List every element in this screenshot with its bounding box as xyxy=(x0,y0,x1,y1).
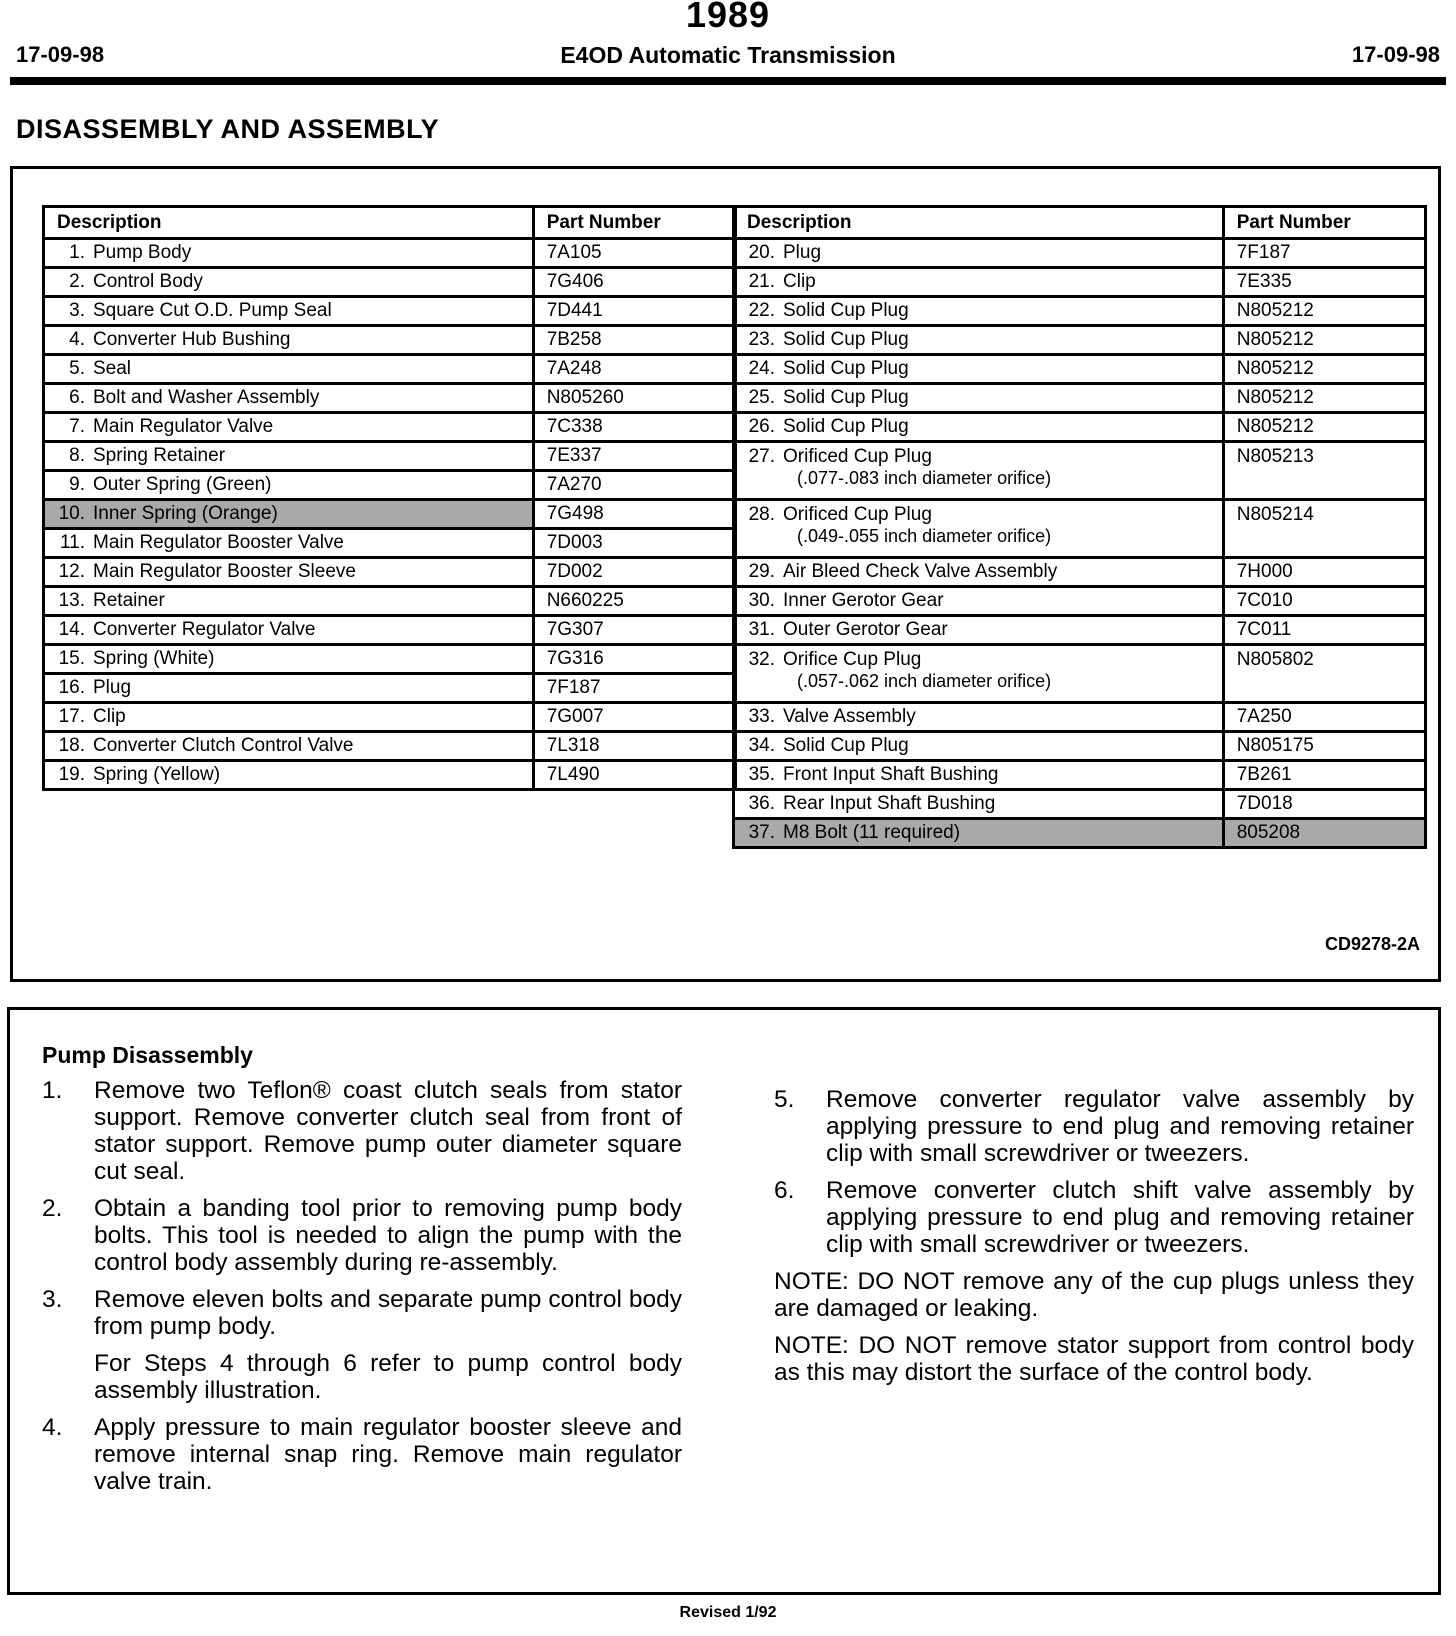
part-description-cell xyxy=(44,558,534,587)
page-year: 1989 xyxy=(685,0,771,35)
part-number-cell: 7A250 xyxy=(1223,703,1425,732)
part-number-cell: 7G007 xyxy=(533,703,735,732)
item-number: 18. xyxy=(58,735,85,756)
item-number: 35. xyxy=(748,764,775,785)
step-item xyxy=(42,1077,682,1185)
part-number-cell: N660225 xyxy=(533,587,735,616)
table-row xyxy=(734,790,1426,819)
table-row xyxy=(44,587,736,616)
part-number-cell: 7A270 xyxy=(533,471,735,500)
part-description-cell xyxy=(734,442,1224,500)
part-description-cell xyxy=(44,500,534,529)
part-description-cell xyxy=(44,413,534,442)
part-number-cell: N805175 xyxy=(1223,732,1425,761)
step-text: Apply pressure to main regulator booster sleeve and remove internal snap ring. Remove main regulator valve train. xyxy=(94,1414,682,1495)
part-number-cell: 7G307 xyxy=(533,616,735,645)
part-number-cell: 7A248 xyxy=(533,355,735,384)
part-description: Air Bleed Check Valve Assembly xyxy=(783,561,1058,582)
part-description-cell xyxy=(734,587,1224,616)
part-description: M8 Bolt (11 required) xyxy=(783,822,961,843)
item-number: 32. xyxy=(748,649,775,670)
table-row xyxy=(44,645,736,674)
item-number: 4. xyxy=(69,329,85,350)
table-row xyxy=(44,761,736,790)
step-text: Remove converter regulator valve assembly by applying pressure to end plug and removing retainer clip with small screwdriver or tweezers. xyxy=(826,1086,1414,1167)
note-stator-support: NOTE: DO NOT remove stator support from control body as this may distort the surface of the control body. xyxy=(774,1332,1414,1386)
table-row xyxy=(734,297,1426,326)
part-description: Converter Regulator Valve xyxy=(93,619,316,640)
part-description-cell xyxy=(734,616,1224,645)
part-description-cell xyxy=(44,326,534,355)
item-number: 9. xyxy=(69,474,85,495)
part-description: Square Cut O.D. Pump Seal xyxy=(93,300,332,321)
table-row xyxy=(44,471,736,500)
pump-disassembly-box xyxy=(7,1007,1441,1595)
parts-figure xyxy=(10,166,1441,982)
table-row xyxy=(44,703,736,732)
part-number-cell: N805212 xyxy=(1223,384,1425,413)
table-row xyxy=(44,413,736,442)
part-description: Plug xyxy=(93,677,132,698)
part-number-cell: 7E337 xyxy=(533,442,735,471)
part-number-cell: 7H000 xyxy=(1223,558,1425,587)
part-number-cell: 7F187 xyxy=(533,674,735,703)
item-number: 16. xyxy=(58,677,85,698)
part-description-cell xyxy=(44,268,534,297)
item-number: 26. xyxy=(748,416,775,437)
part-number-cell: N805802 xyxy=(1223,645,1425,703)
table-row xyxy=(44,268,736,297)
part-number-cell: 7E335 xyxy=(1223,268,1425,297)
step-number: 1. xyxy=(42,1077,63,1104)
table-row xyxy=(734,819,1426,848)
item-number: 36. xyxy=(748,793,775,814)
item-number: 7. xyxy=(69,416,85,437)
part-description-cell xyxy=(734,297,1224,326)
item-number: 6. xyxy=(69,387,85,408)
table-row xyxy=(44,384,736,413)
part-description-cell xyxy=(44,645,534,674)
part-description: Outer Gerotor Gear xyxy=(783,619,948,640)
part-description: Spring (White) xyxy=(93,648,215,669)
header-title: E4OD Automatic Transmission xyxy=(560,42,896,68)
part-description-cell xyxy=(734,732,1224,761)
table-row xyxy=(44,239,736,268)
part-description-cell xyxy=(44,587,534,616)
column-header-description: Description xyxy=(734,207,1224,239)
header-date-left: 17-09-98 xyxy=(16,42,105,67)
part-description-cell xyxy=(44,703,534,732)
step-item xyxy=(42,1195,682,1276)
part-number-cell: 7G316 xyxy=(533,645,735,674)
part-description-cell xyxy=(734,703,1224,732)
part-description-cell xyxy=(44,355,534,384)
part-number-cell: N805214 xyxy=(1223,500,1425,558)
part-description-cell xyxy=(44,529,534,558)
note-cup-plugs: NOTE: DO NOT remove any of the cup plugs unless they are damaged or leaking. xyxy=(774,1268,1414,1322)
part-number-cell: 7C011 xyxy=(1223,616,1425,645)
step-number: 2. xyxy=(42,1195,63,1222)
column-header-part-number: Part Number xyxy=(533,207,735,239)
item-number: 23. xyxy=(748,329,775,350)
item-number: 13. xyxy=(58,590,85,611)
table-header-row xyxy=(734,207,1426,239)
part-description: Main Regulator Booster Valve xyxy=(93,532,344,553)
part-description: Orificed Cup Plug xyxy=(783,504,932,525)
part-description: Rear Input Shaft Bushing xyxy=(783,793,996,814)
table-row xyxy=(734,355,1426,384)
parts-table-right xyxy=(732,205,1427,849)
table-row xyxy=(734,442,1426,500)
item-number: 31. xyxy=(748,619,775,640)
part-number-cell: 7D003 xyxy=(533,529,735,558)
part-description-cell xyxy=(734,819,1224,848)
item-number: 12. xyxy=(58,561,85,582)
parts-table-left xyxy=(42,205,737,791)
part-description-cell xyxy=(734,500,1224,558)
part-number-cell: 7L318 xyxy=(533,732,735,761)
item-number: 5. xyxy=(69,358,85,379)
part-description: Seal xyxy=(93,358,132,379)
header-date-right: 17-09-98 xyxy=(1351,42,1440,67)
part-description: Solid Cup Plug xyxy=(783,300,909,321)
table-row xyxy=(734,587,1426,616)
part-description-cell xyxy=(734,355,1224,384)
step-item xyxy=(42,1414,682,1495)
part-number-cell: N805212 xyxy=(1223,297,1425,326)
part-description-cell xyxy=(734,326,1224,355)
item-number: 11. xyxy=(59,532,85,553)
table-row xyxy=(44,558,736,587)
item-number: 8. xyxy=(69,445,85,466)
part-description: Spring (Yellow) xyxy=(93,764,221,785)
item-number: 1. xyxy=(69,242,85,263)
part-description: Solid Cup Plug xyxy=(783,358,909,379)
item-number: 10. xyxy=(58,503,85,524)
item-number: 22. xyxy=(748,300,775,321)
part-description: Main Regulator Booster Sleeve xyxy=(93,561,356,582)
part-description-cell xyxy=(44,442,534,471)
part-number-cell: 7C010 xyxy=(1223,587,1425,616)
part-description-cell xyxy=(44,297,534,326)
step-number: 6. xyxy=(774,1177,795,1204)
item-number: 17. xyxy=(58,706,85,727)
part-description-cell xyxy=(44,732,534,761)
item-number: 30. xyxy=(748,590,775,611)
table-row xyxy=(44,529,736,558)
reference-note: For Steps 4 through 6 refer to pump control body assembly illustration. xyxy=(94,1350,682,1404)
part-number-cell: 7B261 xyxy=(1223,761,1425,790)
part-number-cell: 7G406 xyxy=(533,268,735,297)
item-number: 15. xyxy=(58,648,85,669)
step-item xyxy=(42,1286,682,1340)
step-item xyxy=(774,1177,1414,1258)
part-number-cell: 7B258 xyxy=(533,326,735,355)
item-number: 20. xyxy=(748,242,775,263)
column-header-description: Description xyxy=(44,207,534,239)
table-row xyxy=(44,674,736,703)
table-row xyxy=(44,442,736,471)
part-number-cell: 7C338 xyxy=(533,413,735,442)
part-description: Orificed Cup Plug xyxy=(783,446,932,467)
table-row xyxy=(734,732,1426,761)
part-description: Inner Gerotor Gear xyxy=(783,590,944,611)
part-number-cell: N805212 xyxy=(1223,355,1425,384)
part-number-cell: 7D002 xyxy=(533,558,735,587)
box-title: Pump Disassembly xyxy=(42,1042,253,1068)
table-row xyxy=(734,645,1426,703)
part-number-cell: N805260 xyxy=(533,384,735,413)
part-description-cell xyxy=(734,558,1224,587)
part-description-cell xyxy=(44,239,534,268)
part-description-cell xyxy=(44,674,534,703)
part-description: Outer Spring (Green) xyxy=(93,474,272,495)
part-description-cell xyxy=(734,239,1224,268)
step-number: 4. xyxy=(42,1414,63,1441)
item-number: 28. xyxy=(748,504,775,525)
item-number: 29. xyxy=(748,561,775,582)
item-number: 34. xyxy=(748,735,775,756)
step-number: 5. xyxy=(774,1086,795,1113)
footer-revised: Revised 1/92 xyxy=(679,1604,777,1621)
table-header-row xyxy=(44,207,736,239)
item-number: 3. xyxy=(69,300,85,321)
part-description-cell xyxy=(734,645,1224,703)
text-column-left xyxy=(42,1042,682,1505)
table-row xyxy=(44,297,736,326)
part-number-cell: 7D441 xyxy=(533,297,735,326)
item-number: 33. xyxy=(748,706,775,727)
table-row xyxy=(734,616,1426,645)
table-row xyxy=(44,500,736,529)
part-number-cell: 805208 xyxy=(1223,819,1425,848)
table-row xyxy=(734,761,1426,790)
part-description: Retainer xyxy=(93,590,165,611)
part-number-cell: 7A105 xyxy=(533,239,735,268)
part-description: Converter Hub Bushing xyxy=(93,329,291,350)
page-header xyxy=(16,42,1440,72)
table-row xyxy=(44,616,736,645)
item-number: 21. xyxy=(748,271,775,292)
table-row xyxy=(734,326,1426,355)
part-description-cell xyxy=(44,616,534,645)
part-description-cell xyxy=(44,471,534,500)
part-number-cell: 7G498 xyxy=(533,500,735,529)
part-description-cell xyxy=(44,761,534,790)
part-description-cell xyxy=(734,761,1224,790)
figure-code: CD9278-2A xyxy=(1324,934,1420,954)
step-number: 3. xyxy=(42,1286,63,1313)
part-description-cell xyxy=(734,268,1224,297)
text-column-right xyxy=(774,1086,1414,1396)
part-description: Control Body xyxy=(93,271,203,292)
part-description-cell xyxy=(44,384,534,413)
item-number: 14. xyxy=(58,619,85,640)
item-number: 2. xyxy=(69,271,85,292)
part-number-cell: 7D018 xyxy=(1223,790,1425,819)
part-description: Solid Cup Plug xyxy=(783,387,909,408)
part-description: Solid Cup Plug xyxy=(783,416,909,437)
part-number-cell: 7F187 xyxy=(1223,239,1425,268)
header-rule xyxy=(10,77,1446,85)
part-description: Main Regulator Valve xyxy=(93,416,274,437)
part-orifice-spec: (.077-.083 inch diameter orifice) xyxy=(797,468,1052,488)
part-description-cell xyxy=(734,413,1224,442)
item-number: 24. xyxy=(748,358,775,379)
table-row xyxy=(734,268,1426,297)
table-row xyxy=(44,732,736,761)
step-text: Obtain a banding tool prior to removing pump body bolts. This tool is needed to align the pump with the control body assembly during re-assembly. xyxy=(94,1195,682,1276)
part-description: Spring Retainer xyxy=(93,445,226,466)
part-description-cell xyxy=(734,384,1224,413)
table-row xyxy=(734,500,1426,558)
part-number-cell: N805212 xyxy=(1223,413,1425,442)
part-description: Inner Spring (Orange) xyxy=(93,503,278,524)
part-description: Clip xyxy=(783,271,816,292)
part-orifice-spec: (.057-.062 inch diameter orifice) xyxy=(797,671,1052,691)
part-number-cell: N805212 xyxy=(1223,326,1425,355)
part-description: Pump Body xyxy=(93,242,192,263)
part-description: Clip xyxy=(93,706,126,727)
table-row xyxy=(734,413,1426,442)
step-text: Remove converter clutch shift valve assembly by applying pressure to end plug and removing retainer clip with small screwdriver or tweezers. xyxy=(826,1177,1414,1258)
item-number: 27. xyxy=(748,446,775,467)
part-description: Bolt and Washer Assembly xyxy=(93,387,320,408)
part-description-cell xyxy=(734,790,1224,819)
part-description: Front Input Shaft Bushing xyxy=(783,764,999,785)
part-description: Orifice Cup Plug xyxy=(783,649,922,670)
part-number-cell: N805213 xyxy=(1223,442,1425,500)
table-row xyxy=(734,703,1426,732)
part-description: Solid Cup Plug xyxy=(783,735,909,756)
table-row xyxy=(44,355,736,384)
table-row xyxy=(734,558,1426,587)
table-row xyxy=(44,326,736,355)
item-number: 19. xyxy=(58,764,85,785)
step-item xyxy=(774,1086,1414,1167)
part-number-cell: 7L490 xyxy=(533,761,735,790)
part-orifice-spec: (.049-.055 inch diameter orifice) xyxy=(797,526,1052,546)
step-text: Remove two Teflon® coast clutch seals from stator support. Remove converter clutch seal from front of stator support. Remove pump outer diameter square cut seal. xyxy=(94,1077,682,1185)
section-title: DISASSEMBLY AND ASSEMBLY xyxy=(16,114,440,144)
table-row xyxy=(734,239,1426,268)
item-number: 25. xyxy=(748,387,775,408)
column-header-part-number: Part Number xyxy=(1223,207,1425,239)
item-number: 37. xyxy=(748,822,775,843)
part-description: Plug xyxy=(783,242,822,263)
part-description: Valve Assembly xyxy=(783,706,916,727)
part-description: Converter Clutch Control Valve xyxy=(93,735,354,756)
table-row xyxy=(734,384,1426,413)
part-description: Solid Cup Plug xyxy=(783,329,909,350)
step-text: Remove eleven bolts and separate pump control body from pump body. xyxy=(94,1286,682,1340)
